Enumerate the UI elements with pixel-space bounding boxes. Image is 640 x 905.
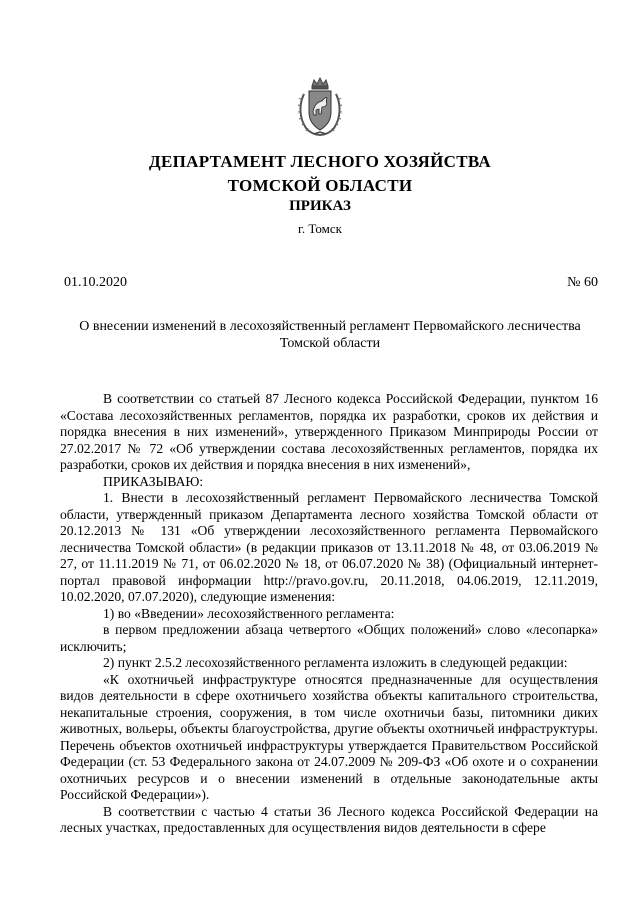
- paragraph-preamble: В соответствии со статьей 87 Лесного кодекса Российской Федерации, пунктом 16 «Состава лесохозяйственных регламентов, порядка их разработки, сроков их действия и порядка внесения в них изменений», утвержденного Приказом Минприроды России от 27.02.2017 № 72 «Об утверждении состава лесохозяйственных регламентов, порядка их разработки, сроков их действия и порядка внесения в них изменений»,: [60, 391, 598, 472]
- document-subject: [60, 318, 600, 352]
- paragraph-subitem-1: 1) во «Введении» лесохозяйственного регламента:: [103, 605, 395, 621]
- document-body: [60, 391, 598, 837]
- document-city: г. Томск: [298, 221, 342, 236]
- department-name-line1: ДЕПАРТАМЕНТ ЛЕСНОГО ХОЗЯЙСТВА: [148, 152, 491, 171]
- subject-line1: О внесении изменений в лесохозяйственный регламент Первомайского лесничества: [79, 319, 581, 334]
- paragraph-quote: «К охотничьей инфраструктуре относятся предназначенные для осуществления видов деятельности в сфере охотничьего хозяйства объекты капитального строительства, некапитальные строения, сооружения, в том числе охотничьи базы, питомники диких животных, вольеры, объекты благоустройства, другие объекты охотничьей инфраструктуры. Перечень объектов охотничьей инфраструктуры утверждается Правительством Российской Федерации (ст. 53 Федерального закона от 24.07.2009 № 209-ФЗ «Об охоте и о сохранении охотничьих ресурсов и о внесении изменений в отдельные законодательные акты Российской Федерации»).: [60, 671, 598, 802]
- paragraph-item-1: 1. Внести в лесохозяйственный регламент Первомайского лесничества Томской области, утвержденный приказом Департамента лесного хозяйства Томской области от 20.12.2013 № 131 «Об утверждении лесохозяйственного регламента Первомайского лесничества Томской области» (в редакции приказов от 13.11.2018 № 48, от 03.06.2019 № 27, от 11.11.2019 № 71, от 06.02.2020 № 18, от 06.07.2020 № 38) (Официальный интернет-портал правовой информации http://pravo.gov.ru, 20.11.2018, 04.06.2019, 12.11.2019, 10.02.2020, 07.07.2020), следующие изменения:: [60, 490, 598, 604]
- paragraph-continuation: В соответствии с частью 4 статьи 36 Лесного кодекса Российской Федерации на лесных участках, предоставленных для осуществления видов деятельности в сфере: [60, 803, 598, 835]
- document-date: 01.10.2020: [64, 275, 127, 290]
- paragraph-subitem-1-text: в первом предложении абзаца четвертого «Общих положений» слово «лесопарка» исключить;: [60, 622, 598, 654]
- document-type: ПРИКАЗ: [289, 198, 351, 214]
- paragraph-order-word: ПРИКАЗЫВАЮ:: [103, 473, 204, 489]
- department-name-line2: ТОМСКОЙ ОБЛАСТИ: [227, 176, 413, 195]
- document-number: № 60: [567, 275, 598, 290]
- subject-line2: Томской области: [279, 336, 381, 351]
- paragraph-subitem-2: 2) пункт 2.5.2 лесохозяйственного регламента изложить в следующей редакции:: [103, 655, 568, 670]
- coat-of-arms-icon: [296, 76, 344, 138]
